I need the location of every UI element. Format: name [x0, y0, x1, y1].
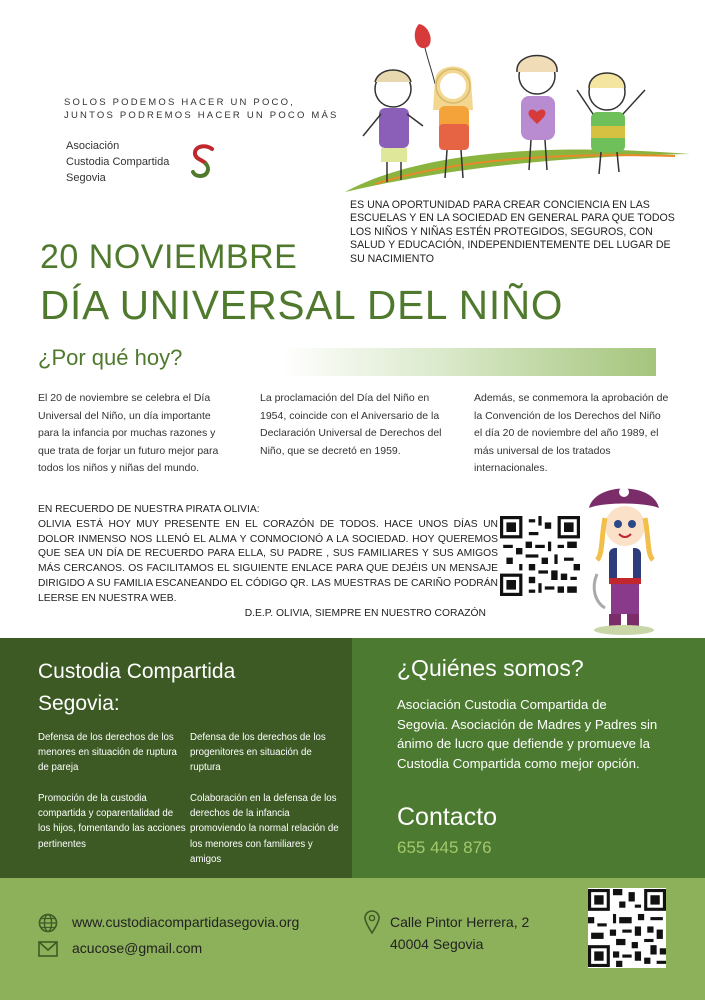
who-title: ¿Quiénes somos?	[397, 655, 584, 681]
why-column-3: Además, se conmemora la aprobación de la Convención de los Derechos del Niño el día 20 de noviembre del año 1989, el más universal de los tratados internacionales.	[474, 392, 669, 474]
children-illustration	[345, 14, 690, 194]
slogan-line-2: JUNTOS PODREMOS HACER UN POCO MÁS	[64, 110, 339, 121]
logo-line-2: Custodia Compartida	[66, 156, 170, 168]
memorial-body: OLIVIA ESTÁ HOY MUY PRESENTE EN EL CORAZÓN DE TODOS. HACE UNOS DÍAS UN DOLOR INMENSO NOS LLENÓ EL ALMA Y CONMOCIONÓ A LA SOCIEDAD. HOY QUEREMOS QUE SEA UN DÍA DE RECUERDO PARA ELLA, SU PADRE , SUS FAMILIARES Y SUS AMIGOS MÁS CERCANOS. OS FACILITAMOS EL SIGUIENTE ENLACE PARA QUE DEJÉIS UN MENSAJE DIRIGIDO A SU FAMILIA ESCANEANDO EL CÓDIGO QR. LAS MUESTRAS DE CARIÑO PODRÁN LEERSE EN NUESTRA WEB.	[38, 518, 498, 604]
child-figure-4	[577, 73, 645, 174]
goals-title-line-1: Custodia Compartida	[38, 660, 236, 683]
slogan	[64, 96, 339, 122]
association-logo-text	[66, 138, 169, 186]
slogan-line-1: SOLOS PODEMOS HACER UN POCO,	[64, 97, 296, 108]
contact-phone[interactable]: 655 445 876	[397, 838, 492, 857]
footer-email-link[interactable]: acucose@gmail.com	[72, 940, 203, 956]
mail-icon	[38, 941, 58, 957]
footer-address-line-1: Calle Pintor Herrera, 2	[390, 914, 530, 930]
goals-title	[38, 656, 235, 720]
goal-item: Colaboración en la defensa de los derechos de la infancia promoviendo la normal relación de los menores con familiares y amigos	[190, 793, 339, 865]
section-heading-why: ¿Por qué hoy?	[38, 345, 183, 370]
memorial-block	[38, 503, 498, 621]
pirate-girl-illustration	[585, 478, 663, 636]
title-main: DÍA UNIVERSAL DEL NIÑO	[40, 282, 564, 328]
heart-balloon-icon	[415, 24, 431, 48]
who-description: Asociación Custodia Compartida de Segovia. Asociación de Madres y Padres sin ánimo de lucro que defiende y promueve la Custodia Compartida como mejor opción.	[397, 697, 658, 771]
website-qr-code-icon[interactable]	[588, 888, 666, 968]
memorial-heading: EN RECUERDO DE NUESTRA PIRATA OLIVIA:	[38, 504, 260, 515]
footer-address-line-2: 40004 Segovia	[390, 936, 484, 952]
footer-website-link[interactable]: www.custodiacompartidasegovia.org	[72, 914, 300, 930]
logo-line-1: Asociación	[66, 140, 120, 152]
child-figure-1	[363, 70, 423, 182]
why-column-1: El 20 de noviembre se celebra el Día Universal del Niño, un día importante para la infancia por muchas razones y que trata de forjar un futuro mejor para todos los niños y niñas del mundo.	[38, 392, 219, 474]
why-column-2: La proclamación del Día del Niño en 1954, coincide con el Aniversario de la Declaración Universal de Derechos del Niño, que se decretó en 1959.	[260, 392, 442, 457]
association-logo-mark	[190, 144, 216, 180]
memorial-signature: D.E.P. OLIVIA, SIEMPRE EN NUESTRO CORAZÓN	[244, 607, 486, 619]
memorial-qr-code-icon[interactable]	[500, 516, 580, 596]
section-gradient-bar	[282, 348, 656, 376]
goal-item: Defensa de los derechos de los progenitores en situación de ruptura	[190, 732, 326, 774]
globe-icon	[38, 913, 58, 933]
goals-title-line-2: Segovia:	[38, 692, 120, 715]
child-figure-2	[415, 24, 473, 178]
goal-item: Promoción de la custodia compartida y coparentalidad de los hijos, fomentando las acciones pertinentes	[38, 793, 186, 850]
intro-text: ES UNA OPORTUNIDAD PARA CREAR CONCIENCIA EN LAS ESCUELAS Y EN LA SOCIEDAD EN GENERAL PARA QUE TODOS LOS NIÑOS Y NIÑAS ESTÉN PROTEGIDOS, SEGUROS, CON SALUD Y EDUCACIÓN, INDEPENDIENTEMENTE DEL LUGAR DE SU NACIMIENTO	[350, 199, 675, 265]
title-date: 20 NOVIEMBRE	[40, 238, 298, 276]
contact-label: Contacto	[397, 803, 498, 831]
location-pin-icon	[364, 910, 380, 934]
goal-item: Defensa de los derechos de los menores en situación de ruptura de pareja	[38, 732, 177, 774]
logo-line-3: Segovia	[66, 172, 106, 184]
